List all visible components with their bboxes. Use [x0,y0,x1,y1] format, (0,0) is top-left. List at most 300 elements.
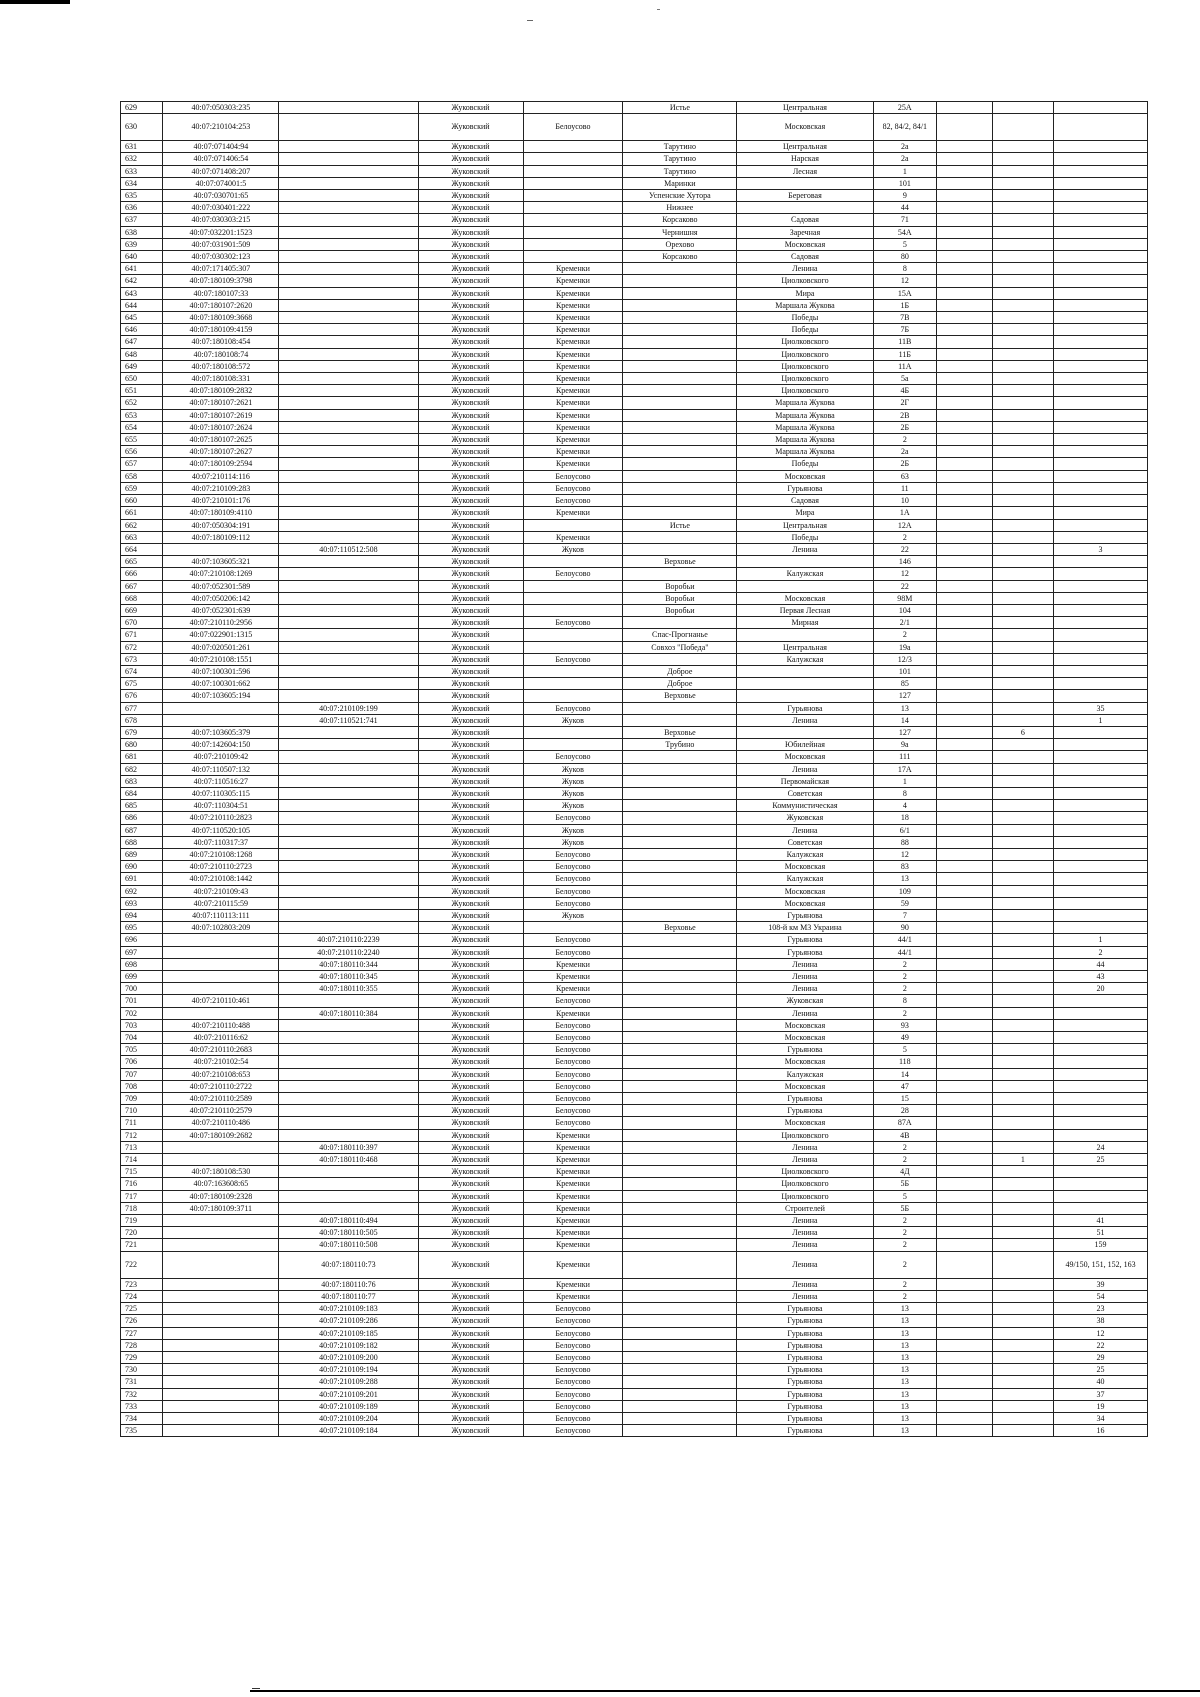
apartment-cell: 159 [1054,1239,1148,1251]
street-cell: Московская [737,1117,873,1129]
unit-cadastral-number-cell [279,1032,418,1044]
apartment-cell [1054,190,1148,202]
extra-2-cell [992,1202,1054,1214]
apartment-cell: 44 [1054,958,1148,970]
village-cell [623,800,737,812]
row-number-cell: 734 [121,1412,163,1424]
unit-cadastral-number-cell: 40:07:210109:185 [279,1327,418,1339]
cadastral-number-cell: 40:07:180107:2620 [163,299,279,311]
settlement-cell: Кременки [523,336,623,348]
extra-2-cell [992,848,1054,860]
cadastral-number-cell [163,1303,279,1315]
table-row [121,873,1148,885]
extra-1-cell [937,1056,992,1068]
village-cell [623,482,737,494]
street-cell: Гурьянова [737,1044,873,1056]
extra-1-cell [937,1376,992,1388]
extra-2-cell [992,458,1054,470]
street-cell: Циолковского [737,336,873,348]
register-sheet [120,101,1148,1437]
street-cell: Нарская [737,153,873,165]
table-row [121,946,1148,958]
village-cell [623,714,737,726]
district-cell: Жуковский [418,1117,523,1129]
cadastral-number-cell [163,702,279,714]
district-cell: Жуковский [418,873,523,885]
extra-1-cell [937,800,992,812]
table-row [121,531,1148,543]
street-cell [737,580,873,592]
apartment-cell: 24 [1054,1141,1148,1153]
settlement-cell: Кременки [523,983,623,995]
street-cell: Циолковского [737,348,873,360]
apartment-cell [1054,102,1148,114]
settlement-cell [523,556,623,568]
street-cell: Московская [737,238,873,250]
unit-cadastral-number-cell: 40:07:210109:183 [279,1303,418,1315]
table-row [121,617,1148,629]
cadastral-number-cell [163,971,279,983]
street-cell: Циолковского [737,1129,873,1141]
apartment-cell [1054,324,1148,336]
district-cell: Жуковский [418,812,523,824]
street-cell [737,726,873,738]
cadastral-number-cell: 40:07:210109:43 [163,885,279,897]
house-cell: 7Б [873,324,937,336]
apartment-cell [1054,653,1148,665]
cadastral-number-cell: 40:07:210110:488 [163,1019,279,1031]
row-number-cell: 686 [121,812,163,824]
apartment-cell [1054,531,1148,543]
row-number-cell: 700 [121,983,163,995]
row-number-cell: 681 [121,751,163,763]
extra-1-cell [937,1388,992,1400]
extra-2-cell [992,665,1054,677]
table-row [121,1251,1148,1278]
house-cell: 2 [873,971,937,983]
extra-1-cell [937,1227,992,1239]
district-cell: Жуковский [418,1351,523,1363]
extra-1-cell [937,299,992,311]
extra-2-cell [992,787,1054,799]
village-cell [623,263,737,275]
district-cell: Жуковский [418,1154,523,1166]
street-cell: Калужская [737,653,873,665]
apartment-cell: 2 [1054,946,1148,958]
table-row [121,1129,1148,1141]
cadastral-number-cell: 40:07:030401:222 [163,202,279,214]
table-row [121,1315,1148,1327]
district-cell: Жуковский [418,1044,523,1056]
table-row [121,141,1148,153]
settlement-cell: Жуков [523,836,623,848]
cadastral-number-cell: 40:07:210108:1442 [163,873,279,885]
table-row [121,1364,1148,1376]
settlement-cell: Кременки [523,1178,623,1190]
street-cell: Гурьянова [737,1315,873,1327]
settlement-cell: Кременки [523,531,623,543]
apartment-cell [1054,836,1148,848]
row-number-cell: 722 [121,1251,163,1278]
district-cell: Жуковский [418,739,523,751]
village-cell [623,458,737,470]
cadastral-number-cell: 40:07:180109:3798 [163,275,279,287]
apartment-cell: 34 [1054,1412,1148,1424]
unit-cadastral-number-cell: 40:07:210109:199 [279,702,418,714]
extra-2-cell [992,1032,1054,1044]
extra-1-cell [937,360,992,372]
row-number-cell: 651 [121,385,163,397]
extra-1-cell [937,1400,992,1412]
extra-2-cell [992,604,1054,616]
row-number-cell: 660 [121,495,163,507]
extra-2-cell [992,763,1054,775]
extra-1-cell [937,739,992,751]
street-cell: Ленина [737,1007,873,1019]
settlement-cell [523,629,623,641]
village-cell [623,1129,737,1141]
unit-cadastral-number-cell [279,775,418,787]
street-cell [737,556,873,568]
row-number-cell: 672 [121,641,163,653]
district-cell: Жуковский [418,1339,523,1351]
apartment-cell [1054,482,1148,494]
row-number-cell: 640 [121,251,163,263]
settlement-cell: Белоусово [523,812,623,824]
village-cell [623,1251,737,1278]
village-cell [623,971,737,983]
extra-2-cell [992,568,1054,580]
extra-2-cell [992,714,1054,726]
house-cell: 127 [873,726,937,738]
house-cell: 14 [873,1068,937,1080]
extra-2-cell [992,360,1054,372]
extra-2-cell: 6 [992,726,1054,738]
extra-1-cell [937,226,992,238]
extra-2-cell [992,800,1054,812]
extra-1-cell [937,641,992,653]
unit-cadastral-number-cell [279,812,418,824]
extra-1-cell [937,482,992,494]
village-cell: Нижнее [623,202,737,214]
settlement-cell: Белоусово [523,1351,623,1363]
row-number-cell: 635 [121,190,163,202]
unit-cadastral-number-cell: 40:07:210109:204 [279,1412,418,1424]
cadastral-number-cell: 40:07:180108:572 [163,360,279,372]
extra-1-cell [937,543,992,555]
extra-1-cell [937,995,992,1007]
apartment-cell: 22 [1054,1339,1148,1351]
table-row [121,1032,1148,1044]
extra-1-cell [937,1278,992,1290]
district-cell: Жуковский [418,995,523,1007]
house-cell: 2 [873,629,937,641]
table-row [121,1278,1148,1290]
apartment-cell [1054,665,1148,677]
unit-cadastral-number-cell [279,787,418,799]
unit-cadastral-number-cell [279,287,418,299]
apartment-cell [1054,114,1148,141]
unit-cadastral-number-cell [279,678,418,690]
extra-1-cell [937,1412,992,1424]
district-cell: Жуковский [418,531,523,543]
apartment-cell [1054,153,1148,165]
table-row [121,922,1148,934]
row-number-cell: 733 [121,1400,163,1412]
extra-2-cell [992,348,1054,360]
apartment-cell [1054,1068,1148,1080]
apartment-cell [1054,800,1148,812]
village-cell [623,385,737,397]
house-cell: 2/1 [873,617,937,629]
extra-1-cell [937,263,992,275]
village-cell [623,1376,737,1388]
table-row [121,1388,1148,1400]
settlement-cell: Кременки [523,287,623,299]
settlement-cell: Кременки [523,434,623,446]
extra-2-cell [992,482,1054,494]
cadastral-number-cell: 40:07:210110:2956 [163,617,279,629]
cadastral-number-cell: 40:07:210101:176 [163,495,279,507]
street-cell: Гурьянова [737,946,873,958]
house-cell: 25А [873,102,937,114]
village-cell [623,434,737,446]
cadastral-number-cell [163,983,279,995]
table-row [121,702,1148,714]
apartment-cell [1054,446,1148,458]
house-cell: 2а [873,141,937,153]
settlement-cell [523,580,623,592]
village-cell: Доброе [623,665,737,677]
district-cell: Жуковский [418,1068,523,1080]
house-cell: 44/1 [873,934,937,946]
table-row [121,153,1148,165]
village-cell [623,1202,737,1214]
extra-2-cell [992,1376,1054,1388]
row-number-cell: 732 [121,1388,163,1400]
extra-1-cell [937,1315,992,1327]
house-cell: 9 [873,190,937,202]
street-cell: Ленина [737,1251,873,1278]
street-cell: Гурьянова [737,1400,873,1412]
house-cell: 8 [873,263,937,275]
district-cell: Жуковский [418,446,523,458]
settlement-cell [523,165,623,177]
unit-cadastral-number-cell [279,629,418,641]
street-cell: Победы [737,458,873,470]
village-cell [623,1290,737,1302]
cadastral-number-cell: 40:07:180107:2627 [163,446,279,458]
apartment-cell [1054,726,1148,738]
settlement-cell: Кременки [523,971,623,983]
extra-1-cell [937,434,992,446]
district-cell: Жуковский [418,885,523,897]
row-number-cell: 718 [121,1202,163,1214]
extra-1-cell [937,1166,992,1178]
extra-1-cell [937,861,992,873]
settlement-cell: Кременки [523,1251,623,1278]
settlement-cell [523,214,623,226]
apartment-cell: 20 [1054,983,1148,995]
unit-cadastral-number-cell: 40:07:210109:194 [279,1364,418,1376]
extra-2-cell [992,1093,1054,1105]
house-cell: 8 [873,995,937,1007]
row-number-cell: 665 [121,556,163,568]
cadastral-number-cell: 40:07:071404:94 [163,141,279,153]
house-cell: 2 [873,1239,937,1251]
table-row [121,1376,1148,1388]
extra-1-cell [937,885,992,897]
row-number-cell: 667 [121,580,163,592]
extra-1-cell [937,775,992,787]
settlement-cell: Кременки [523,299,623,311]
cadastral-number-cell: 40:07:050303:235 [163,102,279,114]
extra-1-cell [937,373,992,385]
settlement-cell: Белоусово [523,1019,623,1031]
settlement-cell: Белоусово [523,568,623,580]
street-cell: Гурьянова [737,1327,873,1339]
village-cell [623,336,737,348]
unit-cadastral-number-cell [279,153,418,165]
cadastral-number-cell: 40:07:180107:2625 [163,434,279,446]
extra-1-cell [937,1141,992,1153]
unit-cadastral-number-cell [279,1190,418,1202]
cadastral-number-cell [163,1327,279,1339]
settlement-cell: Кременки [523,507,623,519]
table-row [121,1141,1148,1153]
village-cell [623,861,737,873]
extra-2-cell [992,775,1054,787]
unit-cadastral-number-cell [279,360,418,372]
village-cell [623,1141,737,1153]
apartment-cell: 3 [1054,543,1148,555]
extra-1-cell [937,714,992,726]
extra-2-cell [992,812,1054,824]
extra-2-cell [992,299,1054,311]
table-row [121,983,1148,995]
house-cell: 12 [873,568,937,580]
settlement-cell: Кременки [523,409,623,421]
street-cell: Циолковского [737,385,873,397]
extra-2-cell [992,1166,1054,1178]
district-cell: Жуковский [418,1141,523,1153]
district-cell: Жуковский [418,653,523,665]
extra-2-cell [992,1290,1054,1302]
scan-mark-bottom-tick [252,1688,260,1689]
row-number-cell: 695 [121,922,163,934]
house-cell: 87А [873,1117,937,1129]
table-row [121,1166,1148,1178]
village-cell [623,873,737,885]
settlement-cell: Кременки [523,1007,623,1019]
table-row [121,251,1148,263]
house-cell: 4Б [873,385,937,397]
house-cell: 2 [873,531,937,543]
house-cell: 109 [873,885,937,897]
settlement-cell: Белоусово [523,1056,623,1068]
house-cell: 13 [873,1388,937,1400]
row-number-cell: 642 [121,275,163,287]
unit-cadastral-number-cell [279,568,418,580]
district-cell: Жуковский [418,373,523,385]
house-cell: 13 [873,702,937,714]
house-cell: 104 [873,604,937,616]
extra-1-cell [937,495,992,507]
table-row [121,263,1148,275]
row-number-cell: 639 [121,238,163,250]
unit-cadastral-number-cell [279,824,418,836]
table-row [121,739,1148,751]
apartment-cell [1054,421,1148,433]
extra-1-cell [937,836,992,848]
house-cell: 9а [873,739,937,751]
district-cell: Жуковский [418,836,523,848]
cadastral-number-cell [163,958,279,970]
village-cell [623,995,737,1007]
extra-2-cell [992,702,1054,714]
cadastral-number-cell: 40:07:180108:454 [163,336,279,348]
row-number-cell: 664 [121,543,163,555]
village-cell [623,1056,737,1068]
village-cell [623,1105,737,1117]
street-cell: Московская [737,1080,873,1092]
table-row [121,1117,1148,1129]
extra-1-cell [937,397,992,409]
row-number-cell: 684 [121,787,163,799]
settlement-cell [523,604,623,616]
village-cell: Доброе [623,678,737,690]
table-row [121,202,1148,214]
extra-1-cell [937,238,992,250]
apartment-cell [1054,287,1148,299]
cadastral-number-cell: 40:07:110516:27 [163,775,279,787]
apartment-cell [1054,861,1148,873]
extra-2-cell [992,678,1054,690]
unit-cadastral-number-cell: 40:07:180110:384 [279,1007,418,1019]
cadastral-number-cell: 40:07:022901:1315 [163,629,279,641]
settlement-cell [523,678,623,690]
street-cell: Центральная [737,141,873,153]
table-row [121,763,1148,775]
extra-1-cell [937,824,992,836]
apartment-cell [1054,885,1148,897]
apartment-cell [1054,1093,1148,1105]
row-number-cell: 676 [121,690,163,702]
street-cell: Гурьянова [737,1339,873,1351]
settlement-cell: Жуков [523,763,623,775]
row-number-cell: 629 [121,102,163,114]
apartment-cell [1054,360,1148,372]
apartment-cell [1054,556,1148,568]
settlement-cell: Белоусово [523,897,623,909]
table-row [121,1339,1148,1351]
apartment-cell [1054,251,1148,263]
unit-cadastral-number-cell [279,873,418,885]
street-cell: Маршала Жукова [737,446,873,458]
street-cell: Маршала Жукова [737,421,873,433]
apartment-cell [1054,312,1148,324]
settlement-cell [523,726,623,738]
extra-2-cell [992,580,1054,592]
house-cell: 13 [873,1339,937,1351]
cadastral-number-cell [163,1351,279,1363]
village-cell [623,910,737,922]
row-number-cell: 659 [121,482,163,494]
unit-cadastral-number-cell [279,226,418,238]
unit-cadastral-number-cell [279,861,418,873]
district-cell: Жуковский [418,1166,523,1178]
unit-cadastral-number-cell [279,995,418,1007]
